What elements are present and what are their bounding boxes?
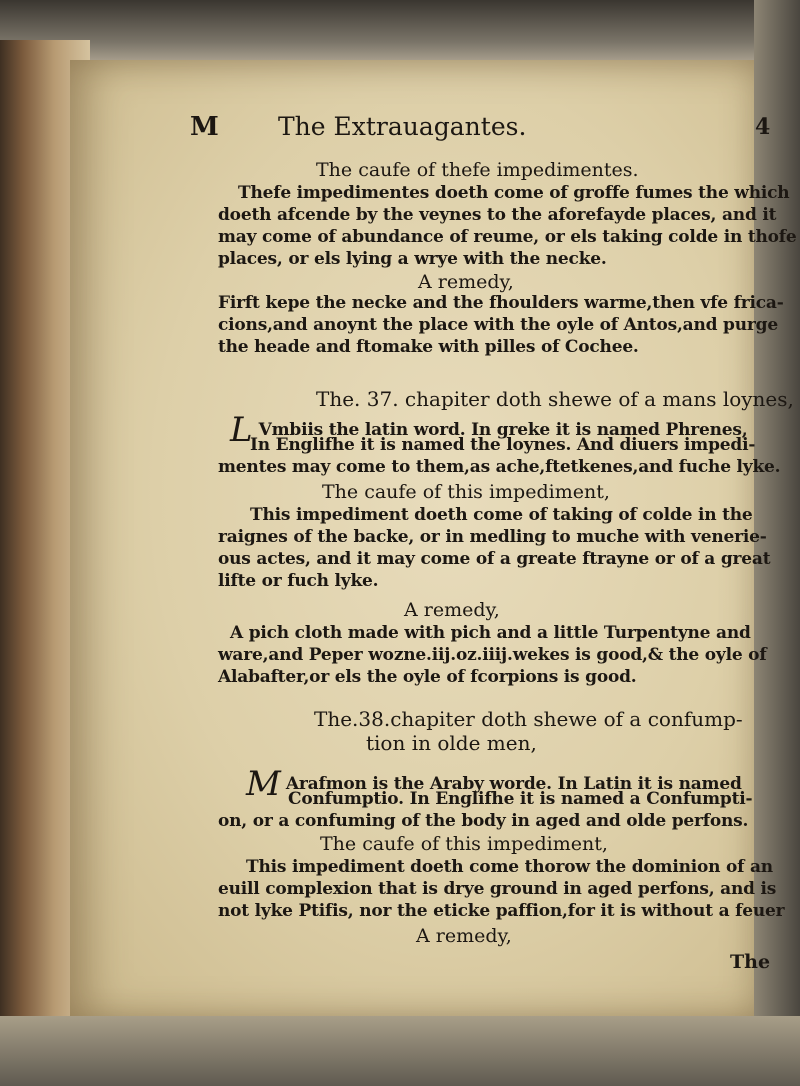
text-line: ware,and Peper wozne.iij.oz.iiij.wekes is good,& the oyle of	[218, 645, 767, 665]
text-line: lifte or fuch lyke.	[218, 571, 379, 591]
signature-mark: M	[190, 112, 219, 142]
text-line: ous actes, and it may come of a greate ftrayne or of a great	[218, 549, 771, 569]
text-line: This impediment doeth come thorow the dominion of an	[246, 857, 773, 877]
drop-initial: L	[230, 410, 253, 450]
text-line: places, or els lying a wrye with the necke.	[218, 249, 607, 269]
text-line: Firft kepe the necke and the fhoulders warme,then vfe frica-	[218, 293, 784, 313]
text-line: Alabafter,or els the oyle of fcorpions is good.	[218, 667, 637, 687]
section-heading: The caufe of thefe impedimentes.	[316, 159, 639, 181]
text-line: Vmbiis the latin word. In greke it is named Phrenes,	[258, 420, 748, 440]
text-line: mentes may come to them,as ache,ftetkenes,and fuche lyke.	[218, 457, 781, 477]
text-line: doeth afcende by the veynes to the aforefayde places, and it	[218, 205, 777, 225]
section-heading: The caufe of this impediment,	[322, 481, 610, 503]
catchword: The	[730, 951, 771, 973]
text-line: raignes of the backe, or in medling to muche with venerie-	[218, 527, 767, 547]
text-line: euill complexion that is drye ground in aged perfons, and is	[218, 879, 777, 899]
running-title: The Extrauagantes.	[278, 112, 527, 141]
chapter-heading: The.38.chapiter doth shewe of a confump-	[314, 707, 743, 731]
folio-number: 4	[755, 114, 771, 140]
running-header	[190, 112, 790, 142]
text-line: Confumptio. In Englifhe it is named a Confumpti-	[288, 789, 753, 809]
text-line: In Englifhe it is named the loynes. And diuers impedi-	[250, 435, 756, 455]
text-line: may come of abundance of reume, or els taking colde in thofe	[218, 227, 797, 247]
text-line: on, or a confuming of the body in aged and olde perfons.	[218, 811, 749, 831]
scan-top-shadow	[0, 0, 800, 60]
text-line: the heade and ftomake with pilles of Cochee.	[218, 337, 639, 357]
text-line: A pich cloth made with pich and a little Turpentyne and	[230, 623, 751, 643]
chapter-heading: The. 37. chapiter doth shewe of a mans loynes,	[316, 387, 794, 411]
text-line: This impediment doeth come of taking of colde in the	[250, 505, 753, 525]
scan-bottom-edge	[0, 1016, 800, 1086]
section-heading: The caufe of this impediment,	[320, 833, 608, 855]
section-heading: A remedy,	[418, 271, 514, 293]
chapter-heading: tion in olde men,	[366, 731, 537, 755]
text-line: not lyke Ptifis, nor the eticke paffion,for it is without a feuer	[218, 901, 785, 921]
section-heading: A remedy,	[416, 925, 512, 947]
text-line: Arafmon is the Araby worde. In Latin it is named	[285, 774, 742, 794]
text-line: Thefe impedimentes doeth come of groffe fumes the which	[238, 183, 790, 203]
section-heading: A remedy,	[404, 599, 500, 621]
text-line: cions,and anoynt the place with the oyle of Antos,and purge	[218, 315, 778, 335]
drop-initial: M	[246, 764, 281, 804]
